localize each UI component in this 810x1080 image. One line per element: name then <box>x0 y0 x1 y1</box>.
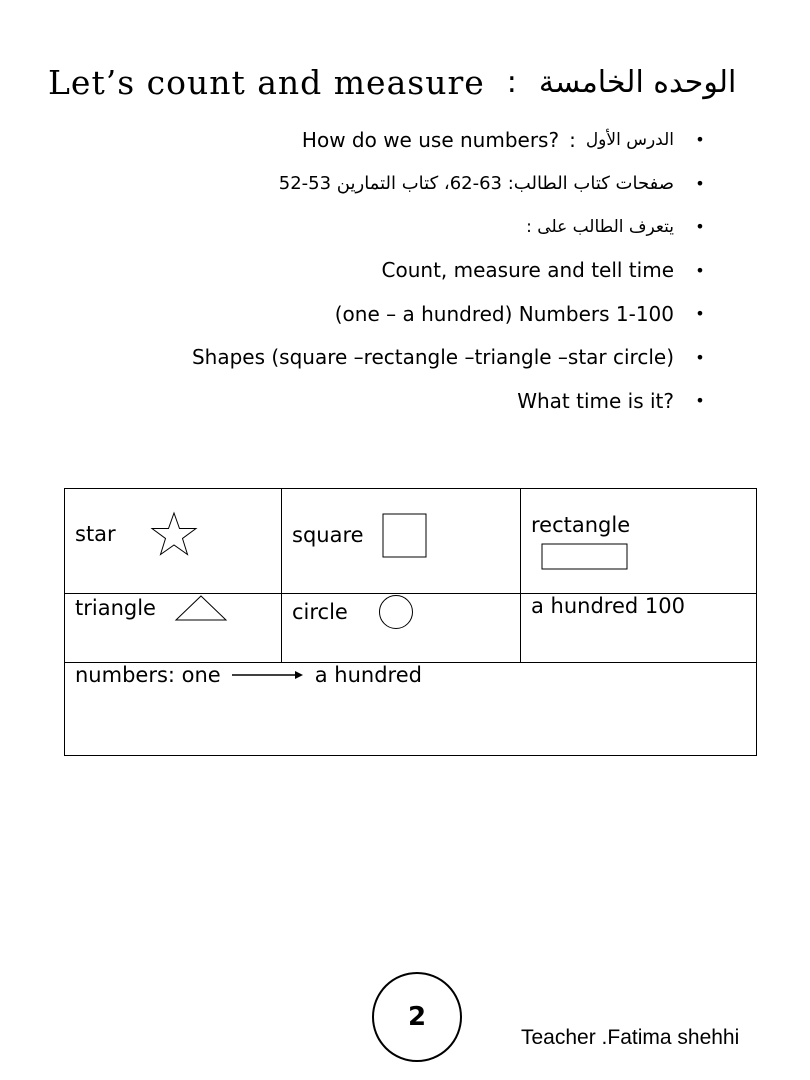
shapes-table <box>64 488 757 756</box>
title-english: Let’s count and measure <box>48 62 485 102</box>
objectives-text: يتعرف الطالب على : <box>526 216 674 237</box>
table-row <box>65 489 757 594</box>
bullet-objectives <box>100 205 720 249</box>
star-label: star <box>75 522 116 546</box>
item-4-text: What time is it? <box>517 388 674 413</box>
cell-star <box>65 489 282 594</box>
bullet-lesson <box>100 118 720 162</box>
square-icon <box>382 513 428 559</box>
cell-hundred <box>521 594 757 663</box>
rectangle-icon <box>541 543 629 571</box>
cell-circle <box>282 594 521 663</box>
table-row <box>65 594 757 663</box>
item-2-text: (one – a hundred) Numbers 1-100 <box>334 301 674 326</box>
page-number: 2 <box>407 1002 427 1032</box>
table-row <box>65 663 757 756</box>
bullet-dot: • <box>695 173 705 193</box>
lesson-colon: : <box>569 127 576 152</box>
bullet-item-4 <box>100 379 720 423</box>
rectangle-label: rectangle <box>531 513 631 537</box>
bullet-dot: • <box>695 347 705 367</box>
hundred-label: a hundred 100 <box>531 594 685 618</box>
numbers-prefix: numbers: one <box>75 663 221 687</box>
cell-numbers <box>65 663 757 756</box>
arrow-right-icon <box>231 668 305 682</box>
title-arabic: الوحده الخامسة <box>538 64 737 100</box>
page-number-badge <box>372 972 462 1062</box>
bullet-pages <box>100 162 720 206</box>
lesson-arabic: الدرس الأول <box>585 129 674 150</box>
lesson-english: How do we use numbers? <box>301 127 560 152</box>
bullet-dot: • <box>695 391 705 411</box>
cell-square <box>282 489 521 594</box>
teacher-name: Teacher .Fatima shehhi <box>521 1026 740 1049</box>
circle-icon <box>378 594 414 630</box>
numbers-suffix: a hundred <box>314 663 422 687</box>
title-colon: : <box>506 64 517 100</box>
bullet-dot: • <box>695 260 705 280</box>
page-title <box>48 52 758 112</box>
bullet-item-1 <box>100 249 720 293</box>
square-label: square <box>292 523 364 547</box>
bullet-list <box>100 118 720 423</box>
item-3-text: Shapes (square –rectangle –triangle –star circle) <box>191 345 674 370</box>
cell-triangle <box>65 594 282 663</box>
star-icon <box>150 511 198 557</box>
bullet-dot: • <box>695 217 705 237</box>
pages-text: صفحات كتاب الطالب: 63-62، كتاب التمارين 53-52 <box>278 172 674 194</box>
triangle-icon <box>174 594 228 622</box>
bullet-dot: • <box>695 130 705 150</box>
bullet-item-2 <box>100 292 720 336</box>
item-1-text: Count, measure and tell time <box>381 258 674 283</box>
bullet-item-3 <box>100 336 720 380</box>
circle-label: circle <box>292 600 348 624</box>
triangle-label: triangle <box>75 596 156 620</box>
cell-rectangle <box>521 489 757 594</box>
bullet-dot: • <box>695 304 705 324</box>
